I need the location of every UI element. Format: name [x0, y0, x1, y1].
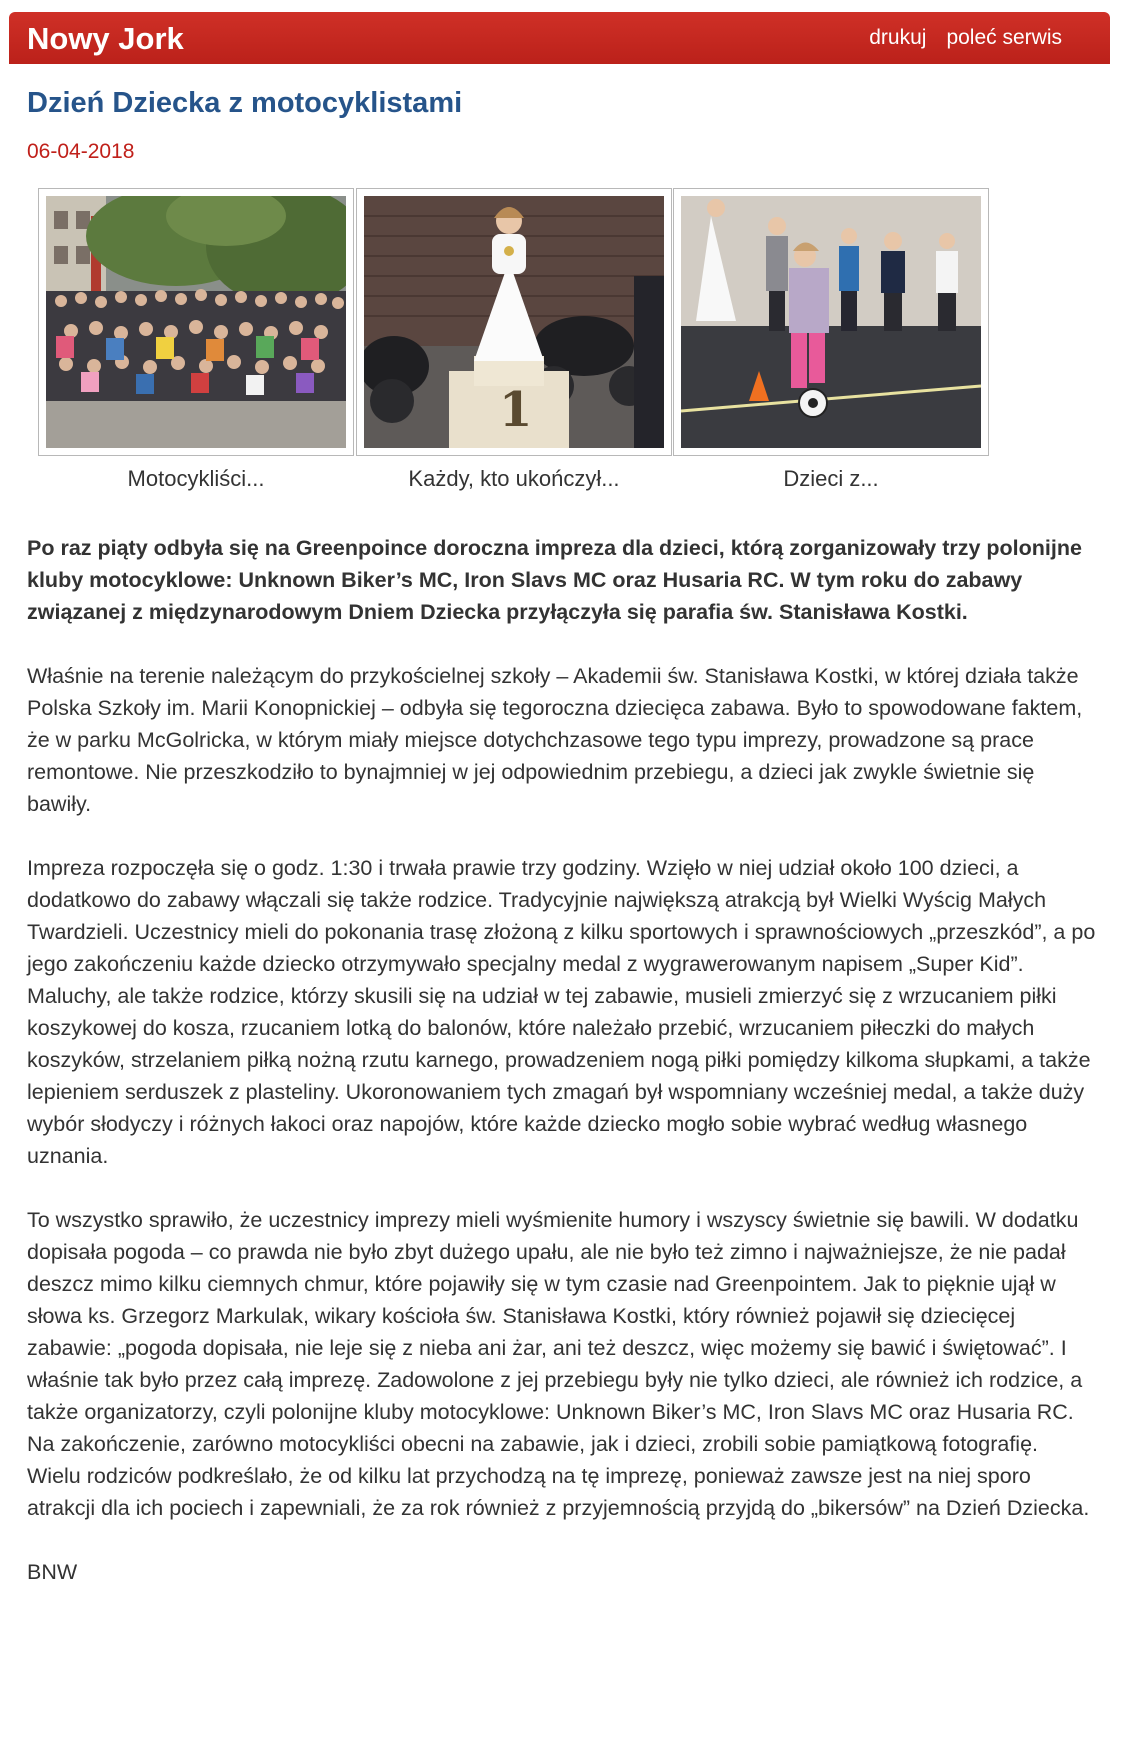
gallery-caption-3: Dzieci z... — [783, 466, 879, 491]
gallery-thumb-3[interactable] — [673, 188, 989, 456]
site-header — [9, 12, 1110, 64]
article-title: Dzień Dziecka z motocyklistami — [27, 87, 463, 119]
gallery-thumb-2[interactable] — [356, 188, 672, 456]
site-title: Nowy Jork — [27, 21, 184, 56]
recommend-site-link[interactable]: poleć serwis — [946, 26, 1062, 49]
gallery-caption-1: Motocykliści... — [127, 466, 265, 491]
article-lead: Po raz piąty odbyła się na Greenpoince doroczna impreza dla dzieci, którą zorganizowały trzy polonijne kluby motocyklowe: Unknown Biker’s MC, Iron Slavs MC oraz Husaria RC. W tym roku do zabawy związanej z międzynarodowym Dniem Dziecka przyłączyła się parafia św. Stanisława Kostki. — [27, 536, 1082, 624]
group-photo-thumbnail — [46, 196, 346, 448]
article-author: BNW — [27, 1560, 78, 1584]
article-paragraph-1: Właśnie na terenie należącym do przykościelnej szkoły – Akademii św. Stanisława Kostki, w której działa także Polska Szkoły im. Marii Konopnickiej – odbyła się tegoroczna dziecięca zabawa. Było to spowodowane faktem, że w parku McGolricka, w którym miały miejsce dotychchzasowe tego typu imprezy, prowadzone są prace remontowe. Nie przeszkodziło to bynajmniej w jej odpowiednim przebiegu, a dzieci jak zwykle świetnie się bawiły. — [27, 664, 1083, 816]
children-soccer-thumbnail — [681, 196, 981, 448]
gallery-caption-2: Każdy, kto ukończył... — [408, 466, 620, 491]
article-body — [27, 532, 1097, 1588]
girl-on-podium-thumbnail — [364, 196, 664, 448]
header-links — [869, 26, 1062, 50]
photo-gallery — [0, 188, 1122, 498]
article-paragraph-2: Impreza rozpoczęła się o godz. 1:30 i trwała prawie trzy godziny. Wzięło w niej udział około 100 dzieci, a dodatkowo do zabawy włączali się także rodzice. Tradycyjnie największą atrakcją był Wielki Wyścig Małych Twardzieli. Uczestnicy mieli do pokonania trasę złożoną z kilku sportowych i sprawnościowych „przeszkód”, a po jego zakończeniu każde dziecko otrzymywało specjalny medal z wygrawerowanym napisem „Super Kid”. Maluchy, ale także rodzice, którzy skusili się na udział w tej zabawie, musieli zmierzyć się z wrzucaniem piłki koszykowej do kosza, rzucaniem lotką do balonów, które należało przebić, wrzucaniem piłeczki do małych koszyków, strzelaniem piłką nożną rzutu karnego, prowadzeniem nogą piłki pomiędzy kilkoma słupkami, a także lepieniem serduszek z plasteliny. Ukoronowaniem tych zmagań był wspomniany wcześniej medal, a także duży wybór słodyczy i różnych łakoci oraz napojów, które każde dziecko mogło sobie wybrać według własnego uznania. — [27, 856, 1096, 1168]
svg-text:1: 1 — [499, 382, 533, 438]
gallery-thumb-1[interactable] — [38, 188, 354, 456]
print-link[interactable]: drukuj — [869, 26, 927, 49]
article-paragraph-3: To wszystko sprawiło, że uczestnicy imprezy mieli wyśmienite humory i wszyscy świetnie się bawili. W dodatku dopisała pogoda – co prawda nie było zbyt dużego upału, ale nie było też zimno i najważniejsze, że nie padał deszcz mimo kilku ciemnych chmur, które pojawiły się w tym czasie nad Greenpointem. Jak to pięknie ujął w słowa ks. Grzegorz Markulak, wikary kościoła św. Stanisława Kostki, który również pojawił się dziecięcej zabawie: „pogoda dopisała, nie leje się z nieba ani żar, ani też deszcz, więc możemy się bawić i świętować”. I właśnie tak było przez całą imprezę. Zadowolone z jej przebiegu były nie tylko dzieci, ale również ich rodzice, a także organizatorzy, czyli polonijne kluby motocyklowe: Unknown Biker’s MC, Iron Slavs MC oraz Husaria RC. Na zakończenie, zarówno motocykliści obecni na zabawie, jak i dzieci, zrobili sobie pamiątkową fotografię. Wielu rodziców podkreślało, że od kilku lat przychodzą na tę imprezę, ponieważ zawsze jest na niej sporo atrakcji dla ich pociech i zapewniali, że za rok również z przyjemnością przyjdą do „bikersów” na Dzień Dziecka. — [27, 1208, 1090, 1520]
article-date: 06-04-2018 — [27, 140, 135, 163]
